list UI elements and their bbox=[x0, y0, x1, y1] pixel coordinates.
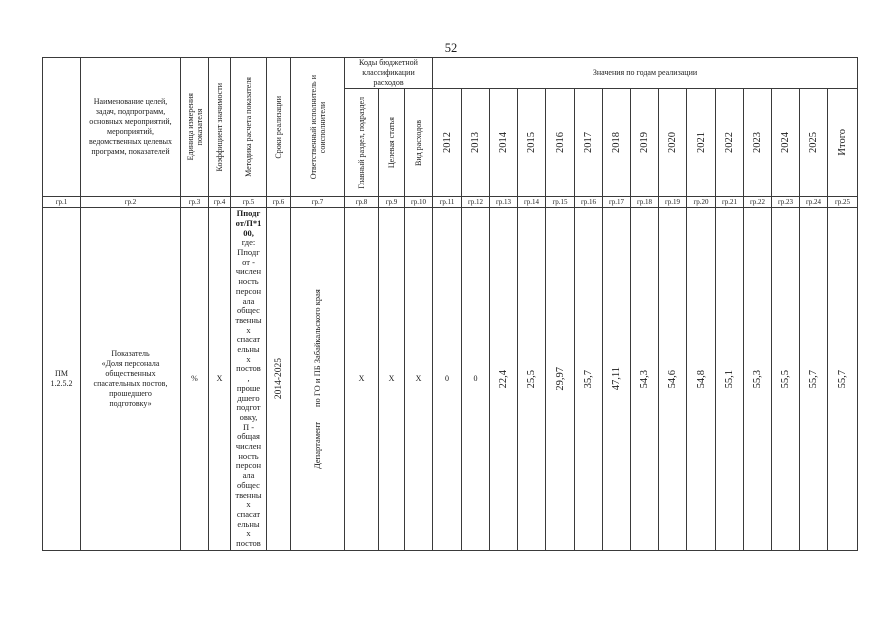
column-number: гр.15 bbox=[546, 197, 575, 208]
column-number: гр.4 bbox=[209, 197, 231, 208]
value-2017: 35,7 bbox=[583, 369, 594, 389]
column-number: гр.5 bbox=[231, 197, 267, 208]
value-2020: 54,6 bbox=[667, 369, 678, 389]
method-description: где: Пподг от - числен ность персон ала общес твенны х спасат ельны х постов , проше дшего подгот овку, П - общая числен ность персон ала общес твенны х спасат ельны х постов bbox=[235, 237, 262, 549]
column-number: гр.3 bbox=[181, 197, 209, 208]
header-total-cell bbox=[828, 89, 858, 197]
header-budget-article: Целевая статья bbox=[387, 116, 396, 169]
header-year-cell bbox=[716, 89, 744, 197]
column-number: гр.2 bbox=[81, 197, 181, 208]
column-number: гр.25 bbox=[828, 197, 858, 208]
header-year-2023: 2023 bbox=[752, 132, 763, 153]
header-year-2025: 2025 bbox=[808, 132, 819, 153]
indicator-article: X bbox=[379, 208, 405, 551]
header-budget-section: Главный раздел, подраздел bbox=[357, 96, 366, 189]
header-year-cell bbox=[546, 89, 575, 197]
header-year-cell bbox=[772, 89, 800, 197]
header-row-top bbox=[43, 58, 858, 89]
header-year-2017: 2017 bbox=[583, 132, 594, 153]
value-2019: 54,3 bbox=[639, 369, 650, 389]
value-2025: 55,7 bbox=[808, 369, 819, 389]
value-total: 55,7 bbox=[837, 369, 848, 389]
header-unit: Единица измерения показателя bbox=[185, 93, 204, 161]
column-number: гр.19 bbox=[659, 197, 687, 208]
indicator-executor bbox=[313, 289, 322, 469]
value-cell bbox=[490, 208, 518, 551]
column-number: гр.1 bbox=[43, 197, 81, 208]
page-number: 52 bbox=[444, 41, 458, 55]
header-year-2024: 2024 bbox=[780, 132, 791, 153]
indicator-method-cell bbox=[231, 208, 267, 551]
header-year-cell bbox=[800, 89, 828, 197]
value-total-cell bbox=[828, 208, 858, 551]
header-year-2016: 2016 bbox=[554, 132, 566, 153]
header-budget-codes: Коды бюджетной классификации расходов bbox=[345, 58, 433, 89]
header-type-cell bbox=[405, 89, 433, 197]
column-number: гр.8 bbox=[345, 197, 379, 208]
column-number: гр.22 bbox=[744, 197, 772, 208]
header-method-cell bbox=[231, 58, 267, 197]
header-values-by-year: Значения по годам реализации bbox=[433, 58, 858, 89]
header-year-cell bbox=[518, 89, 546, 197]
header-coefficient: Коэффициент значимости bbox=[215, 82, 224, 172]
value-2016: 29,97 bbox=[554, 367, 566, 391]
value-2021: 54,8 bbox=[695, 369, 707, 389]
header-total: Итого bbox=[837, 129, 848, 156]
value-cell bbox=[772, 208, 800, 551]
column-number: гр.17 bbox=[603, 197, 631, 208]
header-year-2018: 2018 bbox=[611, 132, 622, 153]
value-cell bbox=[687, 208, 716, 551]
column-number: гр.9 bbox=[379, 197, 405, 208]
header-article-cell bbox=[379, 89, 405, 197]
column-number: гр.16 bbox=[575, 197, 603, 208]
column-number: гр.12 bbox=[462, 197, 490, 208]
indicator-code: ПМ 1.2.5.2 bbox=[43, 208, 81, 551]
value-2014: 22,4 bbox=[498, 369, 509, 389]
header-year-2021: 2021 bbox=[695, 132, 707, 153]
header-year-cell bbox=[687, 89, 716, 197]
column-numbers-row bbox=[43, 197, 858, 208]
header-year-2020: 2020 bbox=[667, 132, 678, 153]
header-period: Сроки реализации bbox=[274, 95, 283, 159]
header-code-cell bbox=[43, 58, 81, 197]
header-period-cell bbox=[267, 58, 291, 197]
column-number: гр.14 bbox=[518, 197, 546, 208]
header-year-2013: 2013 bbox=[470, 132, 481, 153]
header-year-cell bbox=[575, 89, 603, 197]
method-formula: Пподг от/П*1 00, bbox=[235, 208, 262, 238]
executor-department: Департамент bbox=[312, 421, 322, 469]
column-number: гр.11 bbox=[433, 197, 462, 208]
column-number: гр.24 bbox=[800, 197, 828, 208]
value-2022: 55,1 bbox=[724, 369, 735, 389]
header-year-2019: 2019 bbox=[639, 132, 650, 153]
column-number: гр.13 bbox=[490, 197, 518, 208]
header-year-cell bbox=[659, 89, 687, 197]
indicator-coefficient: X bbox=[209, 208, 231, 551]
indicator-unit: % bbox=[181, 208, 209, 551]
value-2012: 0 bbox=[433, 208, 462, 551]
indicator-executor-cell bbox=[291, 208, 345, 551]
value-2023: 55,3 bbox=[752, 369, 763, 389]
column-number: гр.21 bbox=[716, 197, 744, 208]
indicator-row bbox=[43, 208, 858, 551]
header-coefficient-cell bbox=[209, 58, 231, 197]
column-number: гр.7 bbox=[291, 197, 345, 208]
column-number: гр.10 bbox=[405, 197, 433, 208]
executor-agency: по ГО и ПБ Забайкальского края bbox=[312, 289, 322, 407]
header-year-cell bbox=[603, 89, 631, 197]
header-budget-type: Вид расходов bbox=[414, 119, 423, 166]
indicator-section: X bbox=[345, 208, 379, 551]
value-cell bbox=[744, 208, 772, 551]
value-cell bbox=[518, 208, 546, 551]
column-number: гр.6 bbox=[267, 197, 291, 208]
value-cell bbox=[603, 208, 631, 551]
header-method: Методика расчета показателя bbox=[244, 77, 253, 177]
header-executor: Ответственный исполнитель и соисполнители bbox=[308, 74, 327, 180]
indicator-name: Показатель «Доля персонала общественных спасательных постов, прошедшего подготовку» bbox=[81, 208, 181, 551]
column-number: гр.23 bbox=[772, 197, 800, 208]
value-cell bbox=[546, 208, 575, 551]
header-year-2022: 2022 bbox=[724, 132, 735, 153]
header-year-cell bbox=[433, 89, 462, 197]
value-cell bbox=[575, 208, 603, 551]
header-year-cell bbox=[631, 89, 659, 197]
indicator-period-cell bbox=[267, 208, 291, 551]
header-year-2012: 2012 bbox=[441, 132, 453, 153]
header-year-2015: 2015 bbox=[526, 132, 537, 153]
header-unit-cell bbox=[181, 58, 209, 197]
header-year-cell bbox=[490, 89, 518, 197]
value-cell bbox=[716, 208, 744, 551]
indicator-type: X bbox=[405, 208, 433, 551]
indicators-table bbox=[42, 57, 858, 551]
indicator-period: 2014-2025 bbox=[273, 358, 284, 400]
value-cell bbox=[659, 208, 687, 551]
header-year-cell bbox=[462, 89, 490, 197]
header-year-cell bbox=[744, 89, 772, 197]
header-year-2014: 2014 bbox=[498, 132, 509, 153]
value-2024: 55,5 bbox=[780, 369, 791, 389]
column-number: гр.20 bbox=[687, 197, 716, 208]
header-name: Наименование целей, задач, подпрограмм, основных мероприятий, мероприятий, ведомственных целевых программ, показателей bbox=[81, 58, 181, 197]
header-executor-cell bbox=[291, 58, 345, 197]
header-section-cell bbox=[345, 89, 379, 197]
column-number: гр.18 bbox=[631, 197, 659, 208]
value-2015: 25,5 bbox=[526, 369, 537, 389]
value-cell bbox=[631, 208, 659, 551]
value-2013: 0 bbox=[462, 208, 490, 551]
value-2018: 47,11 bbox=[611, 367, 622, 391]
value-cell bbox=[800, 208, 828, 551]
